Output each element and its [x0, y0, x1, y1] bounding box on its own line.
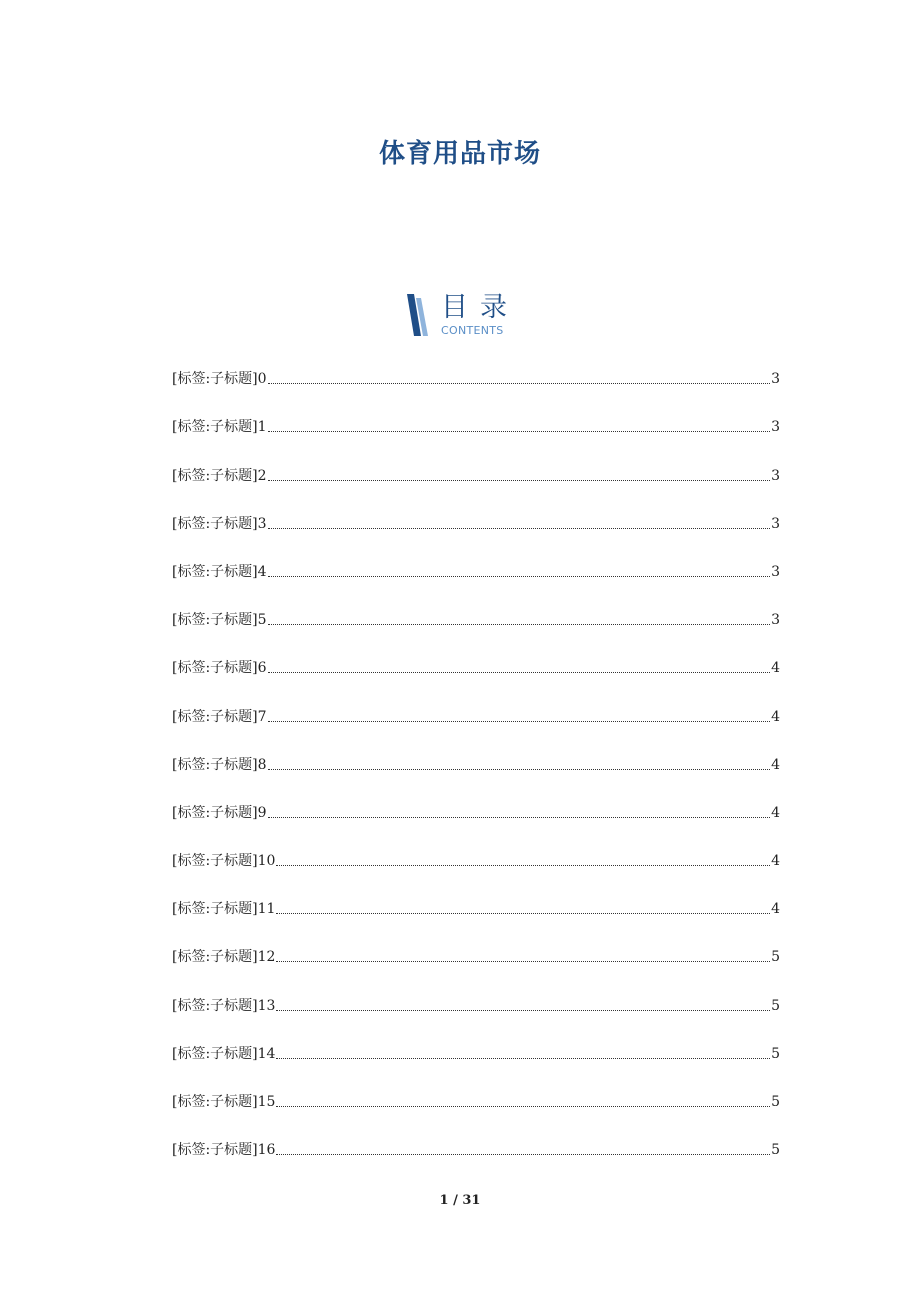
toc-entry[interactable]	[172, 655, 780, 703]
toc-entry-page-number: 4	[771, 853, 780, 870]
toc-entry-page-number: 4	[771, 901, 780, 918]
toc-entry-label: [标签:子标题]3	[172, 515, 267, 532]
toc-dot-leader	[276, 1058, 770, 1059]
toc-entry-page-number: 3	[771, 371, 780, 388]
toc-entry[interactable]	[172, 366, 780, 414]
toc-entry[interactable]	[172, 607, 780, 655]
toc-entry[interactable]	[172, 462, 780, 510]
toc-dot-leader	[268, 672, 771, 673]
toc-entry-page-number: 5	[771, 1094, 780, 1110]
toc-dot-leader	[268, 528, 771, 529]
toc-entry-page-number: 3	[771, 563, 780, 580]
toc-dot-leader	[268, 721, 771, 722]
toc-entry-page-number: 5	[771, 1142, 780, 1159]
toc-entry[interactable]	[172, 800, 780, 848]
toc-dot-leader	[268, 817, 771, 818]
toc-entry-label: [标签:子标题]14	[172, 1045, 276, 1062]
toc-entry[interactable]	[172, 944, 780, 992]
toc-entry[interactable]	[172, 414, 780, 462]
toc-logo-icon	[405, 294, 431, 338]
toc-entry-page-number: 3	[771, 419, 780, 436]
toc-entry[interactable]	[172, 896, 780, 944]
toc-list	[172, 366, 780, 1185]
toc-entry-label: [标签:子标题]9	[172, 804, 267, 821]
toc-entry-page-number: 4	[771, 660, 780, 677]
toc-entry[interactable]	[172, 992, 780, 1040]
document-title: 体育用品市场	[378, 139, 541, 170]
toc-entry-label: [标签:子标题]1	[172, 419, 267, 436]
toc-dot-leader	[268, 431, 771, 432]
page-indicator: 1 / 31	[439, 1193, 481, 1208]
toc-entry-label: [标签:子标题]16	[172, 1142, 276, 1159]
toc-entry[interactable]	[172, 848, 780, 896]
toc-entry-label: [标签:子标题]6	[172, 660, 267, 677]
toc-header	[405, 294, 525, 340]
toc-entry[interactable]	[172, 1137, 780, 1185]
toc-entry-page-number: 3	[771, 515, 780, 532]
toc-entry[interactable]	[172, 559, 780, 607]
toc-dot-leader	[276, 865, 770, 866]
toc-entry[interactable]	[172, 511, 780, 559]
toc-entry-label: [标签:子标题]7	[172, 708, 267, 725]
toc-entry-page-number: 4	[771, 804, 780, 821]
toc-entry-label: [标签:子标题]11	[172, 901, 276, 918]
toc-dot-leader	[268, 480, 771, 481]
toc-entry-label: [标签:子标题]10	[172, 853, 276, 870]
toc-entry-page-number: 3	[771, 467, 780, 484]
toc-entry[interactable]	[172, 1089, 780, 1137]
toc-entry-page-number: 4	[771, 708, 780, 725]
toc-entry-page-number: 3	[771, 612, 780, 629]
toc-entry[interactable]	[172, 752, 780, 800]
toc-entry[interactable]	[172, 1041, 780, 1089]
toc-dot-leader	[276, 913, 770, 914]
toc-entry-label: [标签:子标题]12	[172, 949, 276, 966]
toc-dot-leader	[268, 624, 771, 625]
toc-dot-leader	[268, 576, 771, 577]
toc-entry-label: [标签:子标题]15	[172, 1094, 276, 1110]
toc-entry-page-number: 4	[771, 756, 780, 773]
toc-entry-page-number: 5	[771, 1045, 780, 1062]
toc-heading: 目录	[441, 292, 519, 323]
toc-entry-label: [标签:子标题]8	[172, 756, 267, 773]
toc-dot-leader	[268, 383, 771, 384]
toc-entry-label: [标签:子标题]2	[172, 467, 267, 484]
toc-dot-leader	[276, 1154, 770, 1155]
toc-entry-label: [标签:子标题]0	[172, 371, 267, 388]
toc-entry-page-number: 5	[771, 997, 780, 1014]
toc-dot-leader	[268, 769, 771, 770]
toc-dot-leader	[276, 1106, 770, 1107]
toc-entry-label: [标签:子标题]5	[172, 612, 267, 629]
toc-entry[interactable]	[172, 703, 780, 751]
toc-subheading: CONTENTS	[441, 324, 504, 337]
toc-entry-label: [标签:子标题]13	[172, 997, 276, 1014]
toc-dot-leader	[276, 1010, 770, 1011]
toc-entry-page-number: 5	[771, 949, 780, 966]
toc-dot-leader	[276, 961, 770, 962]
toc-entry-label: [标签:子标题]4	[172, 563, 267, 580]
